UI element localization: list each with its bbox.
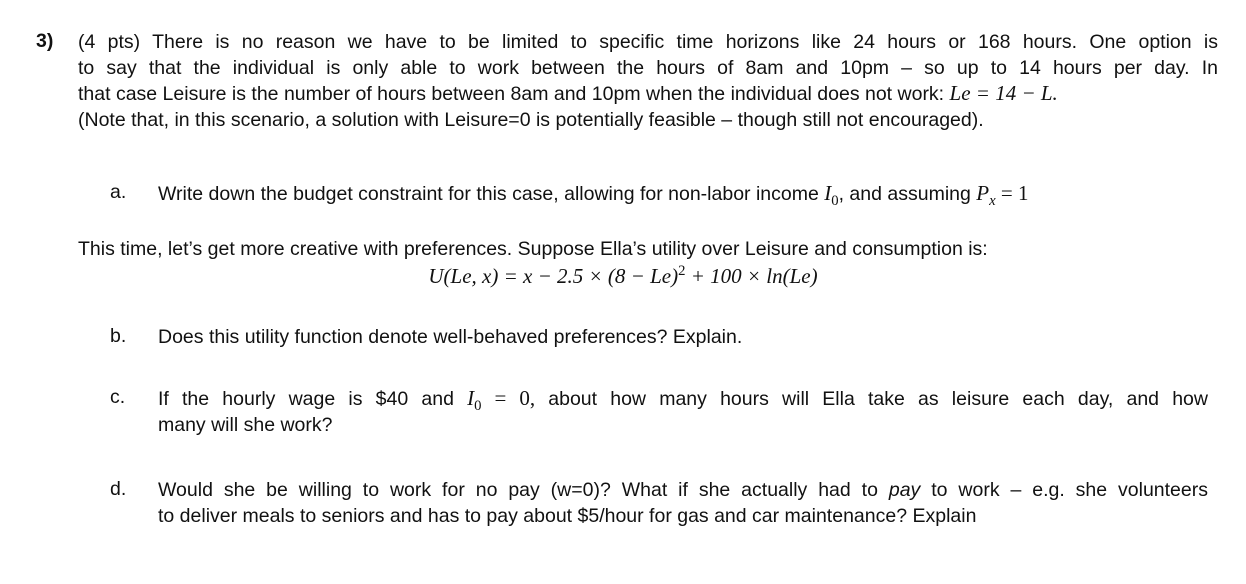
price-equals: = 1 <box>1000 181 1029 205</box>
part-d-text <box>158 478 1208 529</box>
part-d-line-1 <box>158 478 1208 504</box>
price-subscript: x <box>989 193 996 210</box>
price-symbol: P <box>976 181 990 205</box>
part-c-label: c. <box>110 386 126 408</box>
price-math <box>976 181 1029 210</box>
part-d-pay-emphasis: pay <box>888 479 921 501</box>
part-d-label: d. <box>110 478 127 500</box>
part-a-text-mid: , and assuming <box>838 183 971 205</box>
part-b-label: b. <box>110 325 127 347</box>
utility-lhs: U(Le, x) = x − 2.5 × (8 − Le) <box>428 264 679 288</box>
utility-rhs: + 100 × ln(Le) <box>690 264 818 288</box>
part-c-line-1-post: about how many hours will Ella take as leisure each day, and how <box>548 388 1208 410</box>
part-a-text <box>158 181 1208 208</box>
part-c-line-1 <box>158 386 1208 413</box>
part-c-income-subscript: 0 <box>474 398 482 415</box>
part-c-income-symbol: I <box>467 386 475 410</box>
part-c-income-math <box>467 386 536 415</box>
intro-line-3 <box>78 81 1218 108</box>
utility-exponent: 2 <box>678 263 686 279</box>
part-d-line-1-post: to work – e.g. she volunteers <box>931 479 1208 501</box>
leisure-equation: Le = 14 − L. <box>949 81 1058 105</box>
intro-line-2: to say that the individual is only able to work between the hours of 8am and 10pm – so up to 14 hours per day. In <box>78 56 1218 79</box>
part-a-text-main: Write down the budget constraint for this case, allowing for non-labor income <box>158 183 819 205</box>
part-c-line-1-pre: If the hourly wage is $40 and <box>158 388 454 410</box>
part-c-text <box>158 386 1208 438</box>
part-b-text: Does this utility function denote well-behaved preferences? Explain. <box>158 326 743 348</box>
question-intro <box>78 30 1218 133</box>
income-symbol: I <box>824 181 832 205</box>
part-c-line-2: many will she work? <box>158 413 333 436</box>
nonlabor-income-math <box>824 181 839 210</box>
part-d-line-1-pre: Would she be willing to work for no pay (w=0)? What if she actually had to <box>158 479 878 501</box>
intro-line-1: (4 pts) There is no reason we have to be limited to specific time horizons like 24 hours or 168 hours. One option is <box>78 31 1218 53</box>
part-a-label: a. <box>110 181 127 203</box>
question-number: 3) <box>36 30 54 52</box>
part-c-income-equals: = 0, <box>494 386 536 410</box>
intro-line-3-text: that case Leisure is the number of hours between 8am and 10pm when the individual does not work: <box>78 83 945 105</box>
utility-function <box>0 264 1246 289</box>
income-subscript: 0 <box>831 193 839 210</box>
part-d-line-2: to deliver meals to seniors and has to pay about $5/hour for gas and car maintenance? Explain <box>158 504 977 527</box>
intro-line-4: (Note that, in this scenario, a solution with Leisure=0 is potentially feasible – though still not encouraged). <box>78 108 984 131</box>
preferences-transition: This time, let’s get more creative with preferences. Suppose Ella’s utility over Leisure and consumption is: <box>78 238 988 260</box>
